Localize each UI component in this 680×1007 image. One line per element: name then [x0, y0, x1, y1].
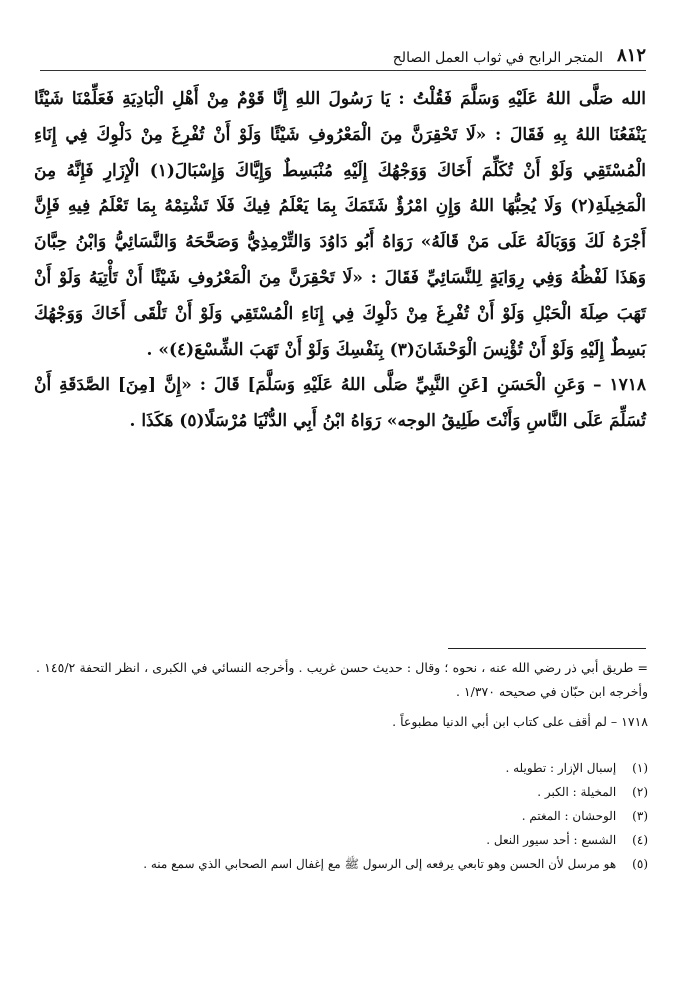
footnote-mark: (١) — [632, 761, 648, 775]
footnote-text: المخيلة : الكبر . — [537, 785, 617, 799]
footnote-item — [36, 804, 648, 828]
hadith-number: ١٧١٨ – — [593, 375, 646, 396]
footnote-item — [36, 852, 648, 876]
hadith-notes — [36, 656, 648, 734]
hadith-1718-text: وَعَنِ الْحَسَنِ [عَنِ النَّبِيِّ صَلَّى اللهُ عَلَيْهِ وَسَلَّمَ] قَالَ : «إِنَّ [مِنَ] الصَّدَقَةِ أَنْ تُسَلِّمَ عَلَى النَّاسِ وَأَنْتَ طَلِيقُ الوجه» رَوَاهُ ابْنُ أَبِي الدُّنْيَا مُرْسَلًا(٥) هَكَذَا . — [34, 375, 646, 432]
footnote-divider — [448, 648, 646, 649]
footnote-mark: (٥) — [632, 857, 648, 871]
note-1718: ١٧١٨ – لم أقف على كتاب ابن أبي الدنيا مطبوعاً . — [392, 714, 648, 729]
hadith-1718 — [34, 368, 646, 440]
main-text — [34, 82, 646, 440]
footnote-mark: (٤) — [632, 833, 648, 847]
footnote-text: إسبال الإزار : تطويله . — [505, 761, 617, 775]
running-title: المتجر الرابح في ثواب العمل الصالح — [392, 50, 603, 66]
footnote-item — [36, 780, 648, 804]
page-number: ٨١٢ — [616, 45, 646, 66]
footnote-mark: (٣) — [632, 809, 648, 823]
hadith-1717-continuation: الله صَلَّى اللهُ عَلَيْهِ وَسَلَّمَ فَقُلْتُ : يَا رَسُولَ اللهِ إِنَّا قَوْمٌ مِنْ أَهْلِ الْبَادِيَةِ فَعَلِّمْنَا شَيْئًا يَنْفَعُنَا اللهُ بِهِ فَقَالَ : «لَا تَحْقِرَنَّ مِنَ الْمَعْرُوفِ شَيْئًا وَلَوْ أَنْ تُفْرِغَ مِنْ دَلْوِكَ فِي إِنَاءِ الْمُسْتَقِي وَلَوْ أَنْ تُكَلِّمَ أَخَاكَ وَوَجْهُكَ إِلَيْهِ مُنْبَسِطٌ وَإِيَّاكَ وَإِسْبَالَ(١) الْإِزَارِ فَإِنَّهُ مِنَ الْمَخِيلَةِ(٢) وَلَا يُحِبُّهَا اللهُ وَإِنِ امْرُؤٌ شَتَمَكَ بِمَا يَعْلَمُ فِيكَ فَلَا تَشْتِمْهُ بِمَا تَعْلَمُ فِيهِ فَإِنَّ أَجْرَهُ لَكَ وَوَبَالَهُ عَلَى مَنْ قَالَهُ» رَوَاهُ أَبُو دَاوُدَ وَالتِّرْمِذِيُّ وَصَحَّحَهُ وَالنَّسَائِيُّ وَابْنُ حِبَّانَ وَهَذَا لَفْظُهُ وَفِي رِوَايَةٍ لِلنَّسَائِيِّ فَقَالَ : «لَا تَحْقِرَنَّ مِنَ الْمَعْرُوفِ شَيْئًا أَنْ تَأْتِيَهُ وَلَوْ أَنْ تَهَبَ صِلَةَ الْحَبْلِ وَلَوْ أَنْ تُفْرِغَ مِنْ دَلْوِكَ فِي إِنَاءِ الْمُسْتَقِي وَلَوْ أَنْ تَلْقَى أَخَاكَ وَوَجْهُكَ بَسِطٌ إِلَيْهِ وَلَوْ أَنْ تُؤْنِسَ الْوَحْشَانَ(٣) بِنَفْسِكَ وَلَوْ أَنْ تَهَبَ الشِّسْعَ(٤)» . — [34, 89, 646, 360]
footnote-list — [36, 756, 648, 876]
footnote-text: هو مرسل لأن الحسن وهو تابعي يرفعه إلى الرسول ﷺ مع إغفال اسم الصحابي الذي سمع منه . — [143, 857, 617, 871]
note-1717: = طريق أبي ذر رضي الله عنه ، نحوه ؛ وقال : حديث حسن غريب . وأخرجه النسائي في الكبرى ، انظر التحفة ١٤٥/٢ . وأخرجه ابن حبّان في صحيحه ١/٣٧٠ . — [36, 660, 648, 699]
footnote-mark: (٢) — [632, 785, 648, 799]
footnote-item — [36, 828, 648, 852]
footnote-text: الشسع : أحد سيور النعل . — [486, 833, 617, 847]
footnote-text: الوحشان : المغتم . — [521, 809, 617, 823]
footnote-item — [36, 756, 648, 780]
page-header — [40, 36, 646, 71]
